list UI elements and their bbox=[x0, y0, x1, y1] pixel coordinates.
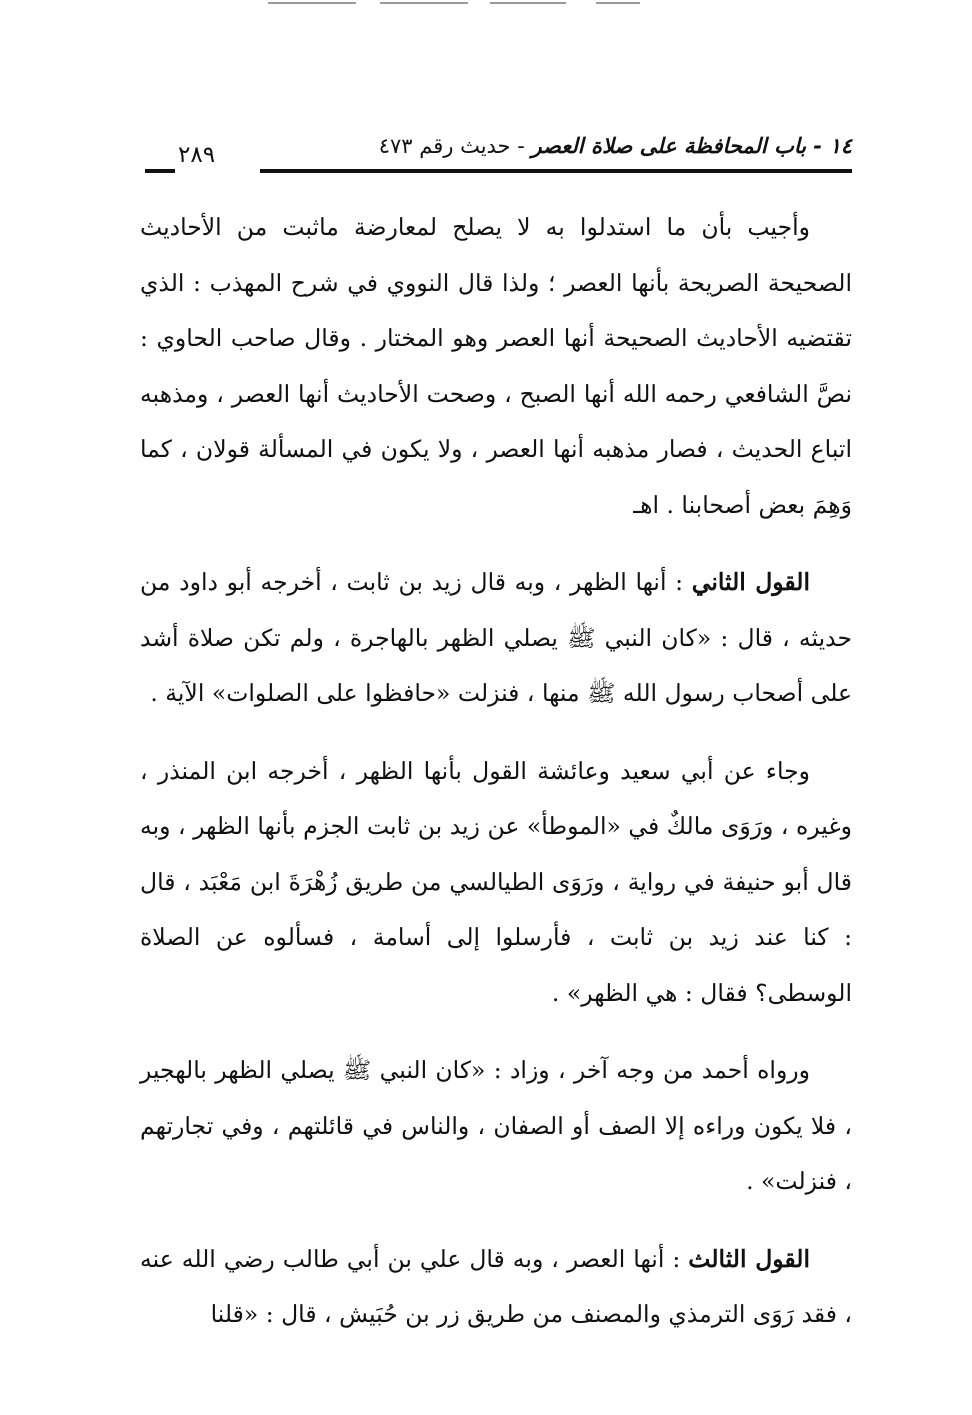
top-scan-line-3 bbox=[490, 2, 566, 4]
paragraph-5-lead: القول الثالث bbox=[688, 1244, 810, 1273]
running-header bbox=[140, 128, 852, 178]
paragraph-2-text: : أنها الظهر ، وبه قال زيد بن ثابت ، أخرجه أبو داود من حديثه ، قال : «كان النبي ﷺ يصلي الظهر بالهاجرة ، ولم تكن صلاة أشد على أصحاب رسول الله ﷺ منها ، فنزلت «حافظوا على الصلوات» الآية . bbox=[140, 568, 852, 707]
chapter-title: ١٤ - باب المحافظة على صلاة العصر bbox=[531, 134, 852, 158]
header-rule bbox=[260, 169, 852, 173]
body-text bbox=[140, 200, 852, 1343]
running-title bbox=[379, 134, 852, 158]
hadith-reference: - حديث رقم ٤٧٣ bbox=[378, 134, 532, 158]
paragraph-5 bbox=[140, 1232, 852, 1343]
paragraph-5-text: : أنها العصر ، وبه قال علي بن أبي طالب رضي الله عنه ، فقد رَوَى الترمذي والمصنف من طريق زر بن حُبَيش ، قال : «قلنا bbox=[140, 1244, 852, 1328]
page-number: ٢٨٩ bbox=[178, 142, 216, 168]
top-scan-line-1 bbox=[268, 2, 356, 4]
paragraph-3 bbox=[140, 744, 852, 1022]
top-scan-line-2 bbox=[380, 2, 468, 4]
paragraph-2 bbox=[140, 555, 852, 722]
paragraph-4 bbox=[140, 1043, 852, 1210]
paragraph-2-lead: القول الثاني bbox=[691, 568, 810, 596]
paragraph-3-text: وجاء عن أبي سعيد وعائشة القول بأنها الظهر ، أخرجه ابن المنذر ، وغيره ، ورَوَى مالكٌ في «الموطأ» عن زيد بن ثابت الجزم بأنها الظهر ، وبه قال أبو حنيفة في رواية ، ورَوَى الطيالسي من طريق زُهْرَةَ ابن مَعْبَد ، قال : كنا عند زيد بن ثابت ، فأرسلوا إلى أسامة ، فسألوه عن الصلاة الوسطى؟ فقال : هي الظهر» . bbox=[140, 756, 852, 1007]
paragraph-1-text: وأجيب بأن ما استدلوا به لا يصلح لمعارضة ماثبت من الأحاديث الصحيحة الصريحة بأنها العصر ؛ ولذا قال النووي في شرح المهذب : الذي تقتضيه الأحاديث الصحيحة أنها العصر وهو المختار . وقال صاحب الحاوي : نصَّ الشافعي رحمه الله أنها الصبح ، وصحت الأحاديث أنها العصر ، ومذهبه اتباع الحديث ، فصار مذهبه أنها العصر ، ولا يكون في المسألة قولان ، كما وَهِمَ بعض أصحابنا . اهـ bbox=[140, 213, 852, 519]
page-number-rule bbox=[145, 169, 175, 173]
paragraph-1 bbox=[140, 200, 852, 533]
top-scan-line-4 bbox=[596, 2, 640, 4]
paragraph-4-text: ورواه أحمد من وجه آخر ، وزاد : «كان النبي ﷺ يصلي الظهر بالهجير ، فلا يكون وراءه إلا الصف أو الصفان ، والناس في قائلتهم ، وفي تجارتهم ، فنزلت» . bbox=[140, 1056, 852, 1195]
